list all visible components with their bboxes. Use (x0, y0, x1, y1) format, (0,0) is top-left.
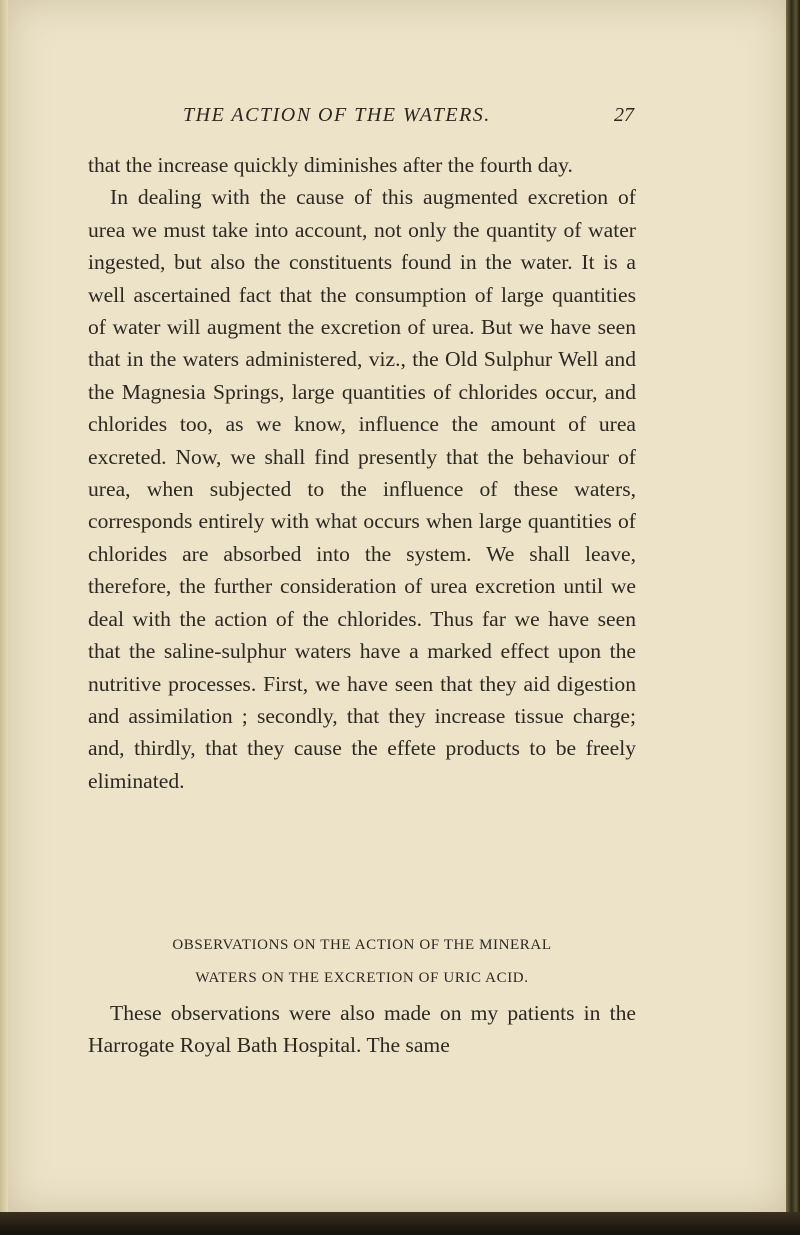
book-spine-edge (786, 0, 800, 1235)
page-left-edge (0, 0, 8, 1235)
section-heading-line-1: OBSERVATIONS ON THE ACTION OF THE MINERAL (172, 937, 552, 953)
page-bottom-edge (0, 1212, 800, 1235)
paragraph-continuation: that the increase quickly diminishes after the fourth day. (88, 153, 573, 177)
section-heading-line-2: WATERS ON THE EXCRETION OF URIC ACID. (195, 970, 529, 986)
page-number: 27 (614, 104, 634, 126)
body-text (88, 149, 636, 797)
book-page (8, 0, 786, 1212)
section-heading (88, 929, 636, 995)
page-header (88, 104, 634, 134)
paragraph-urea-cause: In dealing with the cause of this augmented excretion of urea we must take into account, not only the quantity of water ingested, but also the constituents found in the water. It is a well ascertained fact that the consumption of large quantities of water will augment the excretion of urea. But we have seen that in the waters administered, viz., the Old Sulphur Well and the Magnesia Springs, large quantities of chlorides occur, and chlorides too, as we know, influence the amount of urea excreted. Now, we shall find presently that the behaviour of urea, when subjected to the influence of these waters, corresponds entirely with what occurs when large quantities of chlorides are absorbed into the system. We shall leave, therefore, the further consideration of urea excretion until we deal with the action of the chlorides. Thus far we have seen that the saline-sulphur waters have a marked effect upon the nutritive processes. First, we have seen that they aid digestion and assimilation ; secondly, that they increase tissue charge; and, thirdly, that they cause the effete products to be freely eliminated. (88, 185, 636, 793)
running-title: THE ACTION OF THE WATERS. (183, 104, 491, 126)
section-paragraph: These observations were also made on my patients in the Harrogate Royal Bath Hospital. The same (88, 1001, 636, 1058)
